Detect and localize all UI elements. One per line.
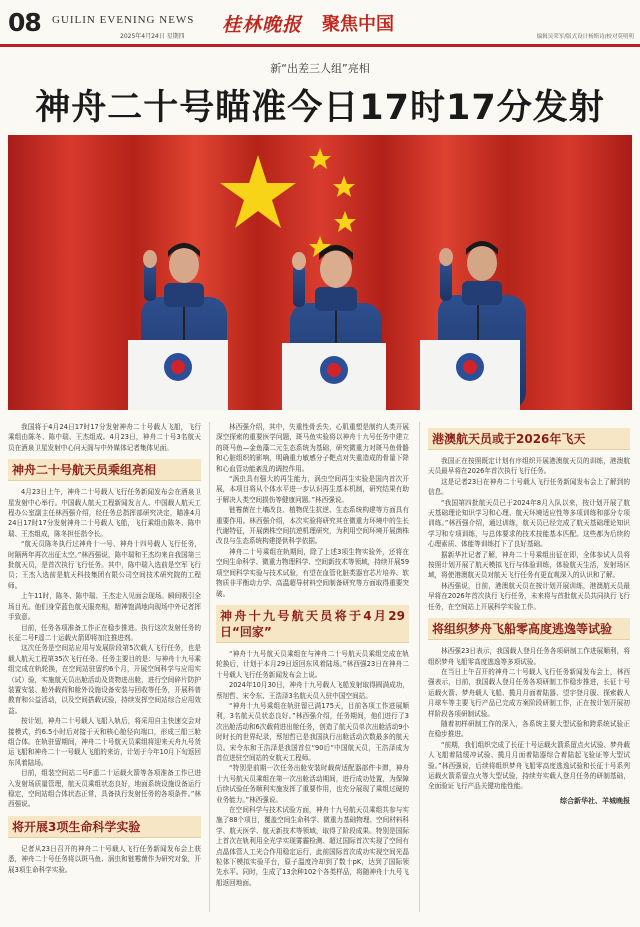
paragraph: 我国正在按照既定计划有序组织开展港澳航天员的训练，港澳航天员最早将在2026年首次执行飞行任务。 [428,457,630,476]
paragraph: 林西强23日表示，我国载人登月任务各项研制工作进展顺利，将组织梦舟飞船零高度逃逸等多项试验。 [428,647,630,666]
subhead-hk-macao: 港澳航天员或于2026年飞天 [428,428,630,450]
paragraph: 神舟二十号乘组在轨期间，除了上述3项生物实验外，还将在空间生命科学、微重力物理科学、空间新技术等领域，持续开展59项空间科学实验与技术试验，有望在血管化脏类器官芯片培养、软物质非平衡动力学、高温超导材料空间制备研究等方面取得重要突破。 [216,547,410,598]
byline: 综合新华社、羊城晚报 [560,796,630,805]
paragraph: 记者从23日召开的神舟二十号载人飞行任务新闻发布会上获悉，神舟二十号任务将以斑马鱼、涡虫和链霉菌作为研究对象，开展3项生命科学实验。 [8,844,201,874]
paragraph: 随着初样研制工作的深入，各系统主要大型试验和跨系统试验正在稳步推进。 [428,719,630,739]
paragraph: “涡虫具有强大的再生能力，涡虫空间再生实验是国内首次开展，本项目将从个体水平进一步认识再生基本机制，研究结果有助于解决人类空间损伤等健康问题。”林西强说。 [216,475,409,504]
paragraph: 2024年10月30日，神舟十九号载人飞船发射取得圆满成功，蔡旭哲、宋令东、王浩泽3名航天员入驻中国空间站。 [216,681,409,700]
kicker: 新“出差三人组”亮相 [270,62,370,75]
paragraph: “神舟十九号乘组在轨驻留已满175天，目前各项工作进展顺利，3名航天员状态良好。”林西强介绍，任务期间，他们进行了3次出舱活动和6次载荷进出舱任务，创造了航天员单次出舱活动9小时时长的世界纪录，蔡旭哲已是我国执行出舱活动次数最多的航天员。宋令东和王浩泽是我国首位“90后”中国航天员，王浩泽成为首位进驻空间站的女航天工程师。 [216,701,410,762]
paper-name-en: GUILIN EVENING NEWS [52,14,195,26]
paragraph: “特别是前期一次任务出舱安装时载荷适配器部件卡滞，神舟十九号航天员乘组在第一次出舱活动期间，进行成功处置，为保障后续试验任务顺利实施发挥了重要作用，也充分展现了乘组过硬的业务能力。”林西强说。 [216,764,409,804]
paragraph: 这次任务是空间站应用与发展阶段第5次载人飞行任务，也是载人航天工程第35次飞行任务。任务主要目的是：与神舟十九号乘组完成在轨轮换，在空间站驻留约6个月，开展空间科学与应用实（试）验，实施航天员出舱活动及货物进出舱，进行空间碎片防护装置安装、舱外载荷和舱外设施设备安装与回收等任务，开展科普教育和公益活动，以及空间搭载试验，持续发挥空间站综合应用效益。 [8,644,202,715]
paragraph: “前期，我们组织完成了长征十号运载火箭系留点火试验、梦舟载人飞船着陆缓冲试验、揽月月面着陆器综合着陆起飞验证等大型试验。”林西强说，后续将组织梦舟飞船零高度逃逸试验和长征十号系列运载火箭系留点火等大型试验，持续夯实载人登月任务的研制基础，全面验证飞行产品关键功能性能。 [428,740,630,791]
column-1 [8,422,201,875]
paragraph: 按计划，神舟二十号载人飞船入轨后，将采用自主快速交会对接模式，约6.5小时后对接于天和核心舱径向端口，形成三船三舱组合体。在轨驻留期间，神舟二十号航天员乘组将迎来天舟九号货运飞船和神舟二十一号载人飞船的来访，计划于今年10月下旬返回东风着陆场。 [8,717,202,767]
paragraph: 在当日上午召开的神舟二十号载人飞行任务新闻发布会上，林西强表示，目前，我国载人登月任务各项研制工作稳步推进，长征十号运载火箭、梦舟载人飞船、揽月月面着陆器、望宇登月服、探索载人月球车等主要飞行产品已完成方案阶段研制工作，正在按计划开展初样阶段各项研制试验。 [428,667,630,718]
masthead [0,0,640,44]
column-divider [419,422,420,912]
paragraph: 4月23日上午，神舟二十号载人飞行任务新闻发布会在酒泉卫星发射中心举行。中国载人航天工程新闻发言人、中国载人航天工程办公室副主任林西强介绍，经任务总指挥部研究决定，瞄准4月24日17时17分发射神舟二十号载人飞船，飞行乘组由陈冬、陈中瑞、王杰组成，陈冬担任指令长。 [8,488,201,538]
column-2 [216,422,409,888]
subhead-return: 神舟十九号航天员将于4月29日“回家” [216,605,409,643]
paragraph: 在空间科学与技术试验方面，神舟十九号航天员乘组共参与实施了88个项目，覆盖空间生命科学、微重力基础物理、空间材料科学、航天医学、航天新技术等领域，取得了阶段成果。特别是国际上首次在轨利用全光学实现雾霾检测、超过国际首次实现了空间有点晶体管人工光合作用稳定运行，此前国际首次成功实现空间光晶粒体下模拟实验平台，原子温度冷却到了数十pK，达到了国际领先水平。同时，生成了13余种102个各类样品，将随神舟十九号飞船返回地面。 [216,806,410,887]
paragraph: “神舟十九号航天员乘组在与神舟二十号航天员乘组完成在轨轮换后，计划于本月29日返回东风着陆场。”林西强23日在神舟二十号载人飞行任务新闻发布会上说。 [216,649,409,679]
page-number: 08 [8,8,41,37]
paragraph: 上午11时，陈冬、陈中瑞、王杰走入见面会现场。瞬间吸引全场目光。他们身穿蓝色航天服亮相，精神饱满地向现场中外记者挥手致意。 [8,592,201,622]
paragraph: 林西强介绍，其中，失重性骨丢失、心肌重塑是制约人类开展深空探索的重要医学问题，斑马鱼实验将以神舟十九号任务中建立的斑马鱼—金鱼藻二元生态系统为基础，研究微重力对斑马鱼骨骼和心脏组织的影响，明确重力敏感分子靶点对失重造成的骨量下降和心血管功能紊乱的调控作用。 [216,423,409,473]
masthead-rule [0,44,640,47]
paragraph: 链霉菌在土壤改良、植物促生抗逆、生态系统构建等方面具有重要作用。林西强介绍，本次实验将研究其在微重力环境中的生长代谢特征，开展菌株空间抗逆机理研究，为利用空间环境开展菌株改良与生态系统构建提供科学依据。 [216,506,409,546]
paragraph: 目前，组装空间站二号F遥二十运载火箭等各项准备工作已进入发射场质量管理，航天员乘组状态良好，地面系统设施设备运行稳定，空间站组合体状态正常，具备执行发射任务的各项条件。”林西强说。 [8,769,201,809]
paragraph: 目前，任务各项准备工作正在稳步推进。执行这次发射任务的长征二号F遥二十运载火箭即将加注推进剂。 [8,623,201,642]
paragraph: 这是记者23日在神舟二十号载人飞行任务新闻发布会上了解到的信息。 [428,477,630,497]
paragraph: 林西强说，目前，港澳航天员在按计划开展训练，港澳航天员最早将在2026年首次执行飞行任务，未来将与首批航天员共同执行飞行任务，在空间站上开展科学实验工作。 [428,581,630,611]
paper-logo: 桂林晚报 [222,14,303,36]
section-title: 聚焦中国 [322,14,394,35]
headline: 神舟二十号瞄准今日17时17分发射 [35,88,605,128]
paragraph: “我国第四批航天员已于2024年8月入队以来，按计划开展了航天基础理论知识学习和心理、航天环境适应性等多项训练和部分专项训练。”林西强介绍，通过训练，航天员已经完成了航天基础理论知识学习和专项训练，与总体要求的技术技能基本匹配。这些都为后续的心理素质、体能等训练打下了良好基础。 [428,498,630,549]
column-divider [209,422,210,912]
podiums [128,340,520,410]
subhead-mengzhou: 将组织梦舟飞船零高度逃逸等试验 [428,618,630,640]
press-conference-photo [8,135,632,410]
paragraph: “航天员陈冬执行过神舟十一号、神舟十四号载人飞行任务，时隔两年再次出征太空。”林西强说，陈中瑞和王杰均来自我国第三批航天员，是首次执行飞行任务。其中，陈中瑞入选前是空军飞行员；王杰入选前是航天科技集团有限公司空间技术研究院的工程师。 [8,540,201,590]
paragraph: 据新华社记者了解，神舟二十号乘组出征在即，全体参试人员将按照计划开展了航天模拟飞行与体验训练，体验航天生活，发射场区域，将使港澳航天员对航天飞行任务有更直观深入的认识和了解。 [428,550,630,580]
intro-paragraph: 我国将于4月24日17时17分发射神舟二十号载人飞船，飞行乘组由陈冬、陈中瑞、王杰组成。4月23日，神舟二十号3名航天员在酒泉卫星发射中心问天阁与中外媒体记者集体见面。 [8,423,201,452]
column-3 [428,422,630,806]
photo-illustration [8,135,632,410]
subhead-crew: 神舟二十号航天员乘组亮相 [8,459,201,481]
editor-credits: 编辑吴荣军/版式设计杨斯诗/校对莫明明 [536,34,634,40]
issue-date: 2025年4月24日 星期四 [120,33,185,40]
subhead-experiments: 将开展3项生命科学实验 [8,816,201,838]
